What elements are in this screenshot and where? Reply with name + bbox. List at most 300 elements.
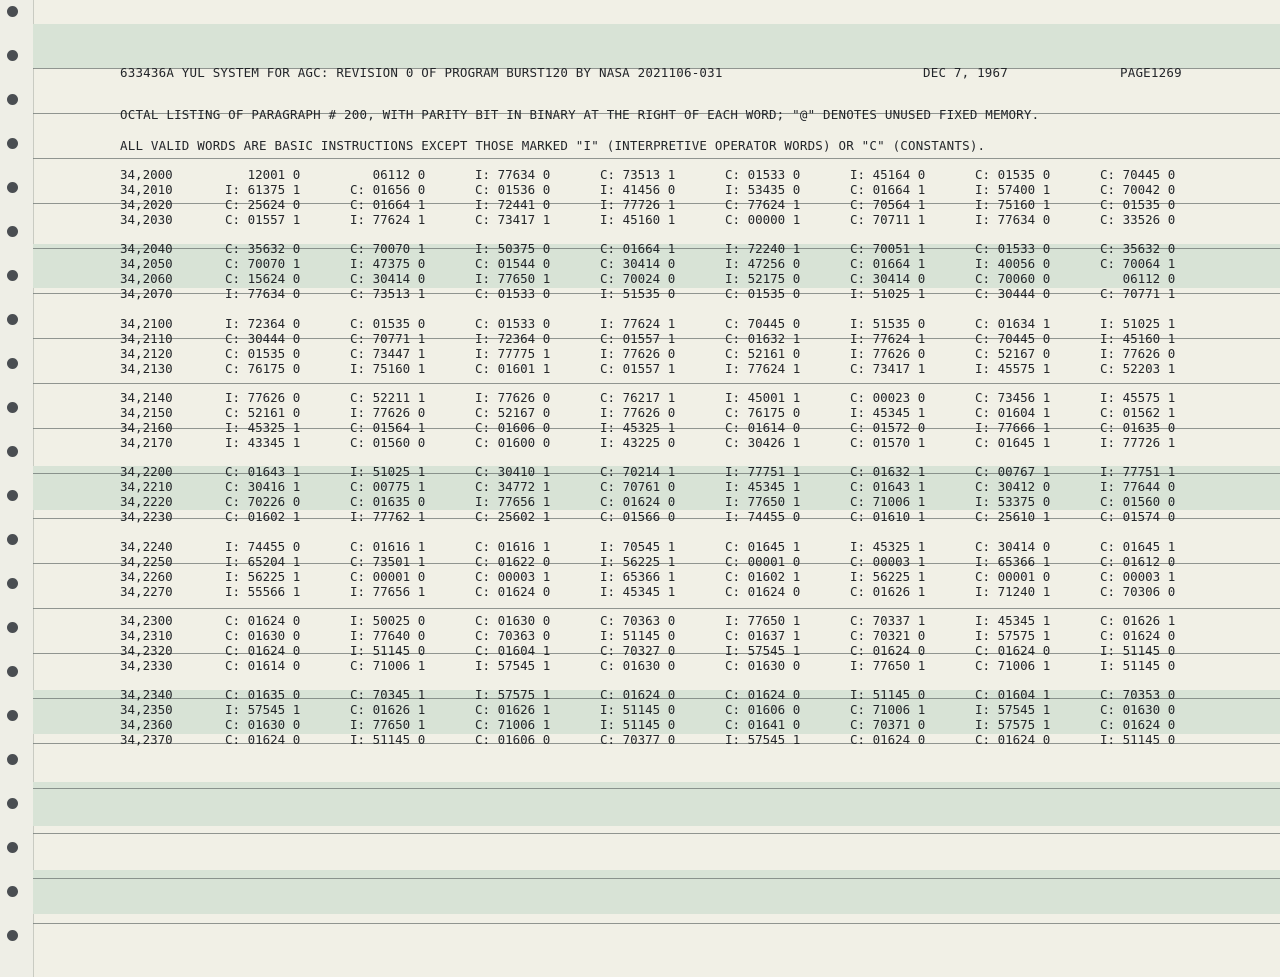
- octal-word: C: 01574 0: [1100, 509, 1176, 524]
- octal-word: I: 77775 1: [475, 346, 551, 361]
- octal-word: I: 45325 1: [225, 420, 301, 435]
- octal-word: C: 01616 1: [350, 539, 426, 554]
- octal-word: C: 01645 1: [725, 539, 801, 554]
- octal-word: C: 01626 1: [850, 584, 926, 599]
- octal-word: I: 61375 1: [225, 182, 301, 197]
- octal-word: 06112 0: [350, 167, 426, 182]
- octal-word: C: 70051 1: [850, 241, 926, 256]
- octal-word: C: 52203 1: [1100, 361, 1176, 376]
- listing-row: [0, 702, 1280, 717]
- band-rule: [33, 383, 1280, 384]
- octal-word: C: 01557 1: [600, 361, 676, 376]
- memory-address: 34,2340: [120, 687, 173, 702]
- octal-word: C: 70327 0: [600, 643, 676, 658]
- octal-word: C: 01535 0: [725, 286, 801, 301]
- octal-word: C: 01626 1: [1100, 613, 1176, 628]
- octal-word: C: 01533 0: [725, 167, 801, 182]
- octal-word: I: 77762 1: [350, 509, 426, 524]
- band-rule: [33, 878, 1280, 879]
- memory-address: 34,2260: [120, 569, 173, 584]
- octal-word: I: 40056 0: [975, 256, 1051, 271]
- octal-word: C: 01562 1: [1100, 405, 1176, 420]
- listing-row: [0, 271, 1280, 286]
- listing-description-line-1: OCTAL LISTING OF PARAGRAPH # 200, WITH PARITY BIT IN BINARY AT THE RIGHT OF EACH WORD; "@" DENOTES UNUSED FIXED MEMORY.: [120, 107, 1040, 122]
- memory-address: 34,2040: [120, 241, 173, 256]
- memory-address: 34,2150: [120, 405, 173, 420]
- octal-word: I: 74455 0: [225, 539, 301, 554]
- octal-word: C: 01632 1: [850, 464, 926, 479]
- octal-word: C: 70042 0: [1100, 182, 1176, 197]
- octal-word: C: 01634 1: [975, 316, 1051, 331]
- octal-word: I: 45164 0: [850, 167, 926, 182]
- listing-row: [0, 628, 1280, 643]
- octal-word: C: 00001 0: [975, 569, 1051, 584]
- octal-word: I: 77626 0: [350, 405, 426, 420]
- octal-word: C: 30444 0: [225, 331, 301, 346]
- octal-word: I: 72240 1: [725, 241, 801, 256]
- octal-word: C: 15624 0: [225, 271, 301, 286]
- octal-word: I: 77626 0: [1100, 346, 1176, 361]
- octal-word: C: 01624 0: [725, 584, 801, 599]
- octal-word: C: 73417 1: [850, 361, 926, 376]
- octal-word: C: 01535 0: [1100, 197, 1176, 212]
- sprocket-hole: [7, 930, 18, 941]
- octal-word: C: 25602 1: [475, 509, 551, 524]
- memory-address: 34,2200: [120, 464, 173, 479]
- octal-word: C: 01635 0: [225, 687, 301, 702]
- octal-word: C: 30426 1: [725, 435, 801, 450]
- sprocket-hole: [7, 842, 18, 853]
- octal-word: C: 01536 0: [475, 182, 551, 197]
- listing-row: [0, 584, 1280, 599]
- octal-word: I: 57545 1: [475, 658, 551, 673]
- listing-row: [0, 569, 1280, 584]
- octal-word: C: 01641 0: [725, 717, 801, 732]
- octal-word: I: 51025 1: [1100, 316, 1176, 331]
- sprocket-hole: [7, 226, 18, 237]
- octal-word: C: 70070 1: [225, 256, 301, 271]
- octal-word: I: 77650 1: [725, 613, 801, 628]
- band-rule: [33, 158, 1280, 159]
- octal-word: C: 01630 0: [225, 717, 301, 732]
- listing-row: [0, 390, 1280, 405]
- octal-word: C: 00775 1: [350, 479, 426, 494]
- octal-word: C: 01535 0: [225, 346, 301, 361]
- octal-word: I: 56225 1: [225, 569, 301, 584]
- octal-word: 06112 0: [1100, 271, 1176, 286]
- memory-address: 34,2010: [120, 182, 173, 197]
- octal-word: I: 75160 1: [975, 197, 1051, 212]
- memory-address: 34,2210: [120, 479, 173, 494]
- octal-word: C: 01626 1: [475, 702, 551, 717]
- octal-word: C: 01624 0: [1100, 628, 1176, 643]
- octal-word: C: 70363 0: [475, 628, 551, 643]
- memory-address: 34,2170: [120, 435, 173, 450]
- octal-word: I: 45325 1: [600, 420, 676, 435]
- octal-word: C: 71006 1: [350, 658, 426, 673]
- octal-word: C: 70771 1: [350, 331, 426, 346]
- listing-row: [0, 539, 1280, 554]
- octal-word: C: 00001 0: [350, 569, 426, 584]
- octal-word: C: 01570 1: [850, 435, 926, 450]
- octal-word: I: 77624 1: [850, 331, 926, 346]
- octal-word: C: 01612 0: [1100, 554, 1176, 569]
- octal-word: C: 70226 0: [225, 494, 301, 509]
- listing-row: [0, 405, 1280, 420]
- octal-word: C: 76175 0: [725, 405, 801, 420]
- octal-word: C: 00003 1: [475, 569, 551, 584]
- octal-word: C: 70321 0: [850, 628, 926, 643]
- octal-word: I: 51025 1: [350, 464, 426, 479]
- listing-row: [0, 182, 1280, 197]
- octal-word: 12001 0: [225, 167, 301, 182]
- memory-address: 34,2060: [120, 271, 173, 286]
- listing-row: [0, 494, 1280, 509]
- octal-word: C: 01632 1: [725, 331, 801, 346]
- octal-word: C: 01637 1: [725, 628, 801, 643]
- octal-word: I: 75160 1: [350, 361, 426, 376]
- octal-word: C: 70761 0: [600, 479, 676, 494]
- octal-word: I: 77726 1: [600, 197, 676, 212]
- octal-word: C: 71006 1: [475, 717, 551, 732]
- octal-word: I: 77634 0: [225, 286, 301, 301]
- octal-word: C: 01643 1: [225, 464, 301, 479]
- octal-word: I: 57575 1: [975, 628, 1051, 643]
- header-page-number: PAGE1269: [1120, 65, 1182, 80]
- octal-word: C: 01656 0: [350, 182, 426, 197]
- octal-word: I: 77666 1: [975, 420, 1051, 435]
- octal-word: I: 51145 0: [350, 643, 426, 658]
- octal-word: C: 52167 0: [975, 346, 1051, 361]
- octal-word: C: 52211 1: [350, 390, 426, 405]
- octal-word: I: 53375 0: [975, 494, 1051, 509]
- octal-word: I: 51535 0: [600, 286, 676, 301]
- octal-word: C: 01533 0: [475, 316, 551, 331]
- octal-word: I: 51145 0: [600, 717, 676, 732]
- octal-word: C: 70445 0: [1100, 167, 1176, 182]
- octal-word: I: 72364 0: [475, 331, 551, 346]
- memory-address: 34,2020: [120, 197, 173, 212]
- green-band: [33, 870, 1280, 914]
- octal-word: I: 57545 1: [725, 732, 801, 747]
- octal-word: C: 01601 1: [475, 361, 551, 376]
- octal-word: C: 30444 0: [975, 286, 1051, 301]
- octal-word: I: 57575 1: [975, 717, 1051, 732]
- octal-word: C: 70306 0: [1100, 584, 1176, 599]
- octal-word: I: 77650 1: [350, 717, 426, 732]
- octal-word: C: 01557 1: [600, 331, 676, 346]
- octal-word: I: 77656 1: [350, 584, 426, 599]
- listing-row: [0, 687, 1280, 702]
- octal-word: I: 65366 1: [975, 554, 1051, 569]
- octal-word: C: 70070 1: [350, 241, 426, 256]
- octal-word: I: 43225 0: [600, 435, 676, 450]
- octal-word: C: 70711 1: [850, 212, 926, 227]
- octal-word: C: 01616 1: [475, 539, 551, 554]
- octal-word: I: 77650 1: [725, 494, 801, 509]
- octal-word: C: 01624 0: [725, 687, 801, 702]
- listing-row: [0, 331, 1280, 346]
- octal-word: C: 01557 1: [225, 212, 301, 227]
- band-rule: [33, 923, 1280, 924]
- octal-word: I: 45345 1: [600, 584, 676, 599]
- listing-row: [0, 420, 1280, 435]
- octal-word: I: 51145 0: [850, 687, 926, 702]
- octal-word: I: 43345 1: [225, 435, 301, 450]
- octal-word: C: 01624 0: [225, 732, 301, 747]
- band-rule: [33, 608, 1280, 609]
- octal-word: I: 57545 1: [225, 702, 301, 717]
- octal-word: C: 01624 0: [850, 732, 926, 747]
- octal-word: I: 77640 0: [350, 628, 426, 643]
- octal-word: C: 01606 0: [475, 420, 551, 435]
- octal-word: I: 45001 1: [725, 390, 801, 405]
- octal-word: C: 01664 1: [850, 256, 926, 271]
- octal-word: I: 45160 1: [1100, 331, 1176, 346]
- octal-word: C: 52161 0: [725, 346, 801, 361]
- green-band: [33, 24, 1280, 68]
- sprocket-hole: [7, 50, 18, 61]
- octal-word: C: 01572 0: [850, 420, 926, 435]
- octal-word: I: 77751 1: [725, 464, 801, 479]
- octal-word: C: 73501 1: [350, 554, 426, 569]
- listing-description-line-2: ALL VALID WORDS ARE BASIC INSTRUCTIONS EXCEPT THOSE MARKED "I" (INTERPRETIVE OPERATOR WORDS) OR "C" (CONSTANTS).: [120, 138, 986, 153]
- octal-word: C: 01624 0: [225, 643, 301, 658]
- octal-word: I: 57545 1: [725, 643, 801, 658]
- octal-word: I: 41456 0: [600, 182, 676, 197]
- octal-word: C: 35632 0: [1100, 241, 1176, 256]
- octal-word: C: 30414 0: [975, 539, 1051, 554]
- sprocket-hole: [7, 6, 18, 17]
- octal-word: I: 71240 1: [975, 584, 1051, 599]
- octal-word: C: 30414 0: [850, 271, 926, 286]
- octal-word: C: 73513 1: [350, 286, 426, 301]
- octal-word: C: 01624 0: [975, 732, 1051, 747]
- memory-address: 34,2230: [120, 509, 173, 524]
- octal-word: C: 70024 0: [600, 271, 676, 286]
- octal-word: I: 45345 1: [975, 613, 1051, 628]
- octal-word: C: 01544 0: [475, 256, 551, 271]
- octal-word: I: 77644 0: [1100, 479, 1176, 494]
- octal-word: C: 77624 1: [725, 197, 801, 212]
- listing-row: [0, 286, 1280, 301]
- sprocket-hole: [7, 886, 18, 897]
- octal-word: C: 70353 0: [1100, 687, 1176, 702]
- octal-word: C: 01630 0: [725, 658, 801, 673]
- octal-word: I: 50025 0: [350, 613, 426, 628]
- listing-row: [0, 613, 1280, 628]
- octal-word: I: 77626 0: [600, 346, 676, 361]
- page-header: [120, 65, 1190, 140]
- octal-word: C: 00000 1: [725, 212, 801, 227]
- octal-word: C: 71006 1: [975, 658, 1051, 673]
- listing-row: [0, 643, 1280, 658]
- octal-word: I: 57545 1: [975, 702, 1051, 717]
- octal-word: I: 74455 0: [725, 509, 801, 524]
- octal-word: I: 65366 1: [600, 569, 676, 584]
- listing-row: [0, 658, 1280, 673]
- octal-word: I: 51145 0: [350, 732, 426, 747]
- octal-word: C: 01624 0: [600, 687, 676, 702]
- octal-word: I: 53435 0: [725, 182, 801, 197]
- listing-row: [0, 717, 1280, 732]
- octal-word: C: 01635 0: [350, 494, 426, 509]
- listing-row: [0, 554, 1280, 569]
- octal-word: C: 01664 1: [600, 241, 676, 256]
- octal-word: I: 56225 1: [600, 554, 676, 569]
- octal-word: C: 01610 1: [850, 509, 926, 524]
- octal-word: C: 01624 0: [975, 643, 1051, 658]
- sprocket-hole: [7, 798, 18, 809]
- octal-word: I: 51145 0: [1100, 643, 1176, 658]
- sprocket-hole: [7, 94, 18, 105]
- memory-address: 34,2110: [120, 331, 173, 346]
- memory-address: 34,2370: [120, 732, 173, 747]
- octal-word: C: 52167 0: [475, 405, 551, 420]
- octal-word: C: 01664 1: [850, 182, 926, 197]
- octal-word: C: 01564 1: [350, 420, 426, 435]
- octal-word: I: 51145 0: [600, 628, 676, 643]
- listing-row: [0, 241, 1280, 256]
- memory-address: 34,2250: [120, 554, 173, 569]
- octal-word: I: 56225 1: [850, 569, 926, 584]
- octal-word: C: 01535 0: [350, 316, 426, 331]
- band-rule: [33, 788, 1280, 789]
- listing-row: [0, 435, 1280, 450]
- octal-word: C: 70337 1: [850, 613, 926, 628]
- octal-word: C: 70445 0: [725, 316, 801, 331]
- memory-address: 34,2000: [120, 167, 173, 182]
- octal-word: C: 01566 0: [600, 509, 676, 524]
- octal-word: C: 73417 1: [475, 212, 551, 227]
- octal-word: C: 00767 1: [975, 464, 1051, 479]
- octal-word: I: 77624 1: [600, 316, 676, 331]
- octal-word: C: 70377 0: [600, 732, 676, 747]
- octal-word: C: 52161 0: [225, 405, 301, 420]
- octal-word: I: 77751 1: [1100, 464, 1176, 479]
- octal-word: C: 01535 0: [975, 167, 1051, 182]
- octal-word: C: 73456 1: [975, 390, 1051, 405]
- octal-word: I: 47375 0: [350, 256, 426, 271]
- octal-word: C: 70214 1: [600, 464, 676, 479]
- listing-row: [0, 346, 1280, 361]
- octal-word: C: 01630 0: [1100, 702, 1176, 717]
- octal-word: I: 77626 0: [600, 405, 676, 420]
- memory-address: 34,2100: [120, 316, 173, 331]
- octal-word: C: 01630 0: [600, 658, 676, 673]
- octal-word: C: 30410 1: [475, 464, 551, 479]
- octal-word: I: 50375 0: [475, 241, 551, 256]
- listing-row: [0, 167, 1280, 182]
- octal-word: C: 01630 0: [475, 613, 551, 628]
- octal-word: C: 01624 0: [850, 643, 926, 658]
- memory-address: 34,2050: [120, 256, 173, 271]
- octal-word: I: 70545 1: [600, 539, 676, 554]
- octal-word: C: 01606 0: [725, 702, 801, 717]
- listing-row: [0, 479, 1280, 494]
- octal-word: C: 00023 0: [850, 390, 926, 405]
- octal-word: C: 30412 0: [975, 479, 1051, 494]
- octal-word: I: 51145 0: [1100, 658, 1176, 673]
- octal-word: C: 70771 1: [1100, 286, 1176, 301]
- octal-word: C: 71006 1: [850, 702, 926, 717]
- octal-word: I: 77650 1: [475, 271, 551, 286]
- octal-word: C: 01604 1: [975, 405, 1051, 420]
- memory-address: 34,2140: [120, 390, 173, 405]
- octal-word: I: 77626 0: [850, 346, 926, 361]
- octal-word: C: 01600 0: [475, 435, 551, 450]
- octal-word: C: 30416 1: [225, 479, 301, 494]
- octal-word: I: 55566 1: [225, 584, 301, 599]
- octal-word: I: 45325 1: [850, 539, 926, 554]
- memory-address: 34,2360: [120, 717, 173, 732]
- octal-word: C: 30414 0: [600, 256, 676, 271]
- memory-address: 34,2270: [120, 584, 173, 599]
- octal-word: I: 51535 0: [850, 316, 926, 331]
- octal-word: C: 01622 0: [475, 554, 551, 569]
- octal-word: C: 01624 0: [225, 613, 301, 628]
- octal-word: I: 45345 1: [725, 479, 801, 494]
- octal-word: C: 01614 0: [725, 420, 801, 435]
- octal-word: C: 71006 1: [850, 494, 926, 509]
- memory-address: 34,2070: [120, 286, 173, 301]
- octal-word: C: 00003 1: [850, 554, 926, 569]
- memory-address: 34,2030: [120, 212, 173, 227]
- octal-word: I: 45345 1: [850, 405, 926, 420]
- octal-word: I: 77726 1: [1100, 435, 1176, 450]
- sprocket-hole: [7, 754, 18, 765]
- octal-word: C: 01645 1: [1100, 539, 1176, 554]
- octal-word: I: 51025 1: [850, 286, 926, 301]
- octal-word: C: 01604 1: [475, 643, 551, 658]
- octal-word: C: 25624 0: [225, 197, 301, 212]
- listing-row: [0, 197, 1280, 212]
- octal-word: I: 77624 1: [725, 361, 801, 376]
- octal-word: I: 45160 1: [600, 212, 676, 227]
- header-title: 633436A YUL SYSTEM FOR AGC: REVISION 0 OF PROGRAM BURST120 BY NASA 2021106-031: [120, 65, 723, 80]
- sprocket-hole: [7, 138, 18, 149]
- listing-row: [0, 361, 1280, 376]
- octal-word: C: 01643 1: [850, 479, 926, 494]
- octal-word: I: 45575 1: [975, 361, 1051, 376]
- memory-address: 34,2350: [120, 702, 173, 717]
- octal-word: I: 51145 0: [600, 702, 676, 717]
- octal-word: C: 70445 0: [975, 331, 1051, 346]
- octal-word: C: 01635 0: [1100, 420, 1176, 435]
- octal-word: C: 01533 0: [475, 286, 551, 301]
- octal-word: C: 00003 1: [1100, 569, 1176, 584]
- octal-word: C: 01664 1: [350, 197, 426, 212]
- octal-word: C: 01604 1: [975, 687, 1051, 702]
- memory-address: 34,2130: [120, 361, 173, 376]
- octal-word: C: 34772 1: [475, 479, 551, 494]
- octal-word: I: 77624 1: [350, 212, 426, 227]
- listing-row: [0, 509, 1280, 524]
- octal-word: I: 77626 0: [225, 390, 301, 405]
- listing-row: [0, 464, 1280, 479]
- octal-word: C: 25610 1: [975, 509, 1051, 524]
- octal-word: C: 35632 0: [225, 241, 301, 256]
- memory-address: 34,2160: [120, 420, 173, 435]
- octal-word: C: 70060 0: [975, 271, 1051, 286]
- octal-word: I: 72441 0: [475, 197, 551, 212]
- octal-word: C: 70345 1: [350, 687, 426, 702]
- octal-word: I: 72364 0: [225, 316, 301, 331]
- memory-address: 34,2300: [120, 613, 173, 628]
- header-date: DEC 7, 1967: [923, 65, 1008, 80]
- octal-word: I: 77626 0: [475, 390, 551, 405]
- octal-word: C: 01602 1: [225, 509, 301, 524]
